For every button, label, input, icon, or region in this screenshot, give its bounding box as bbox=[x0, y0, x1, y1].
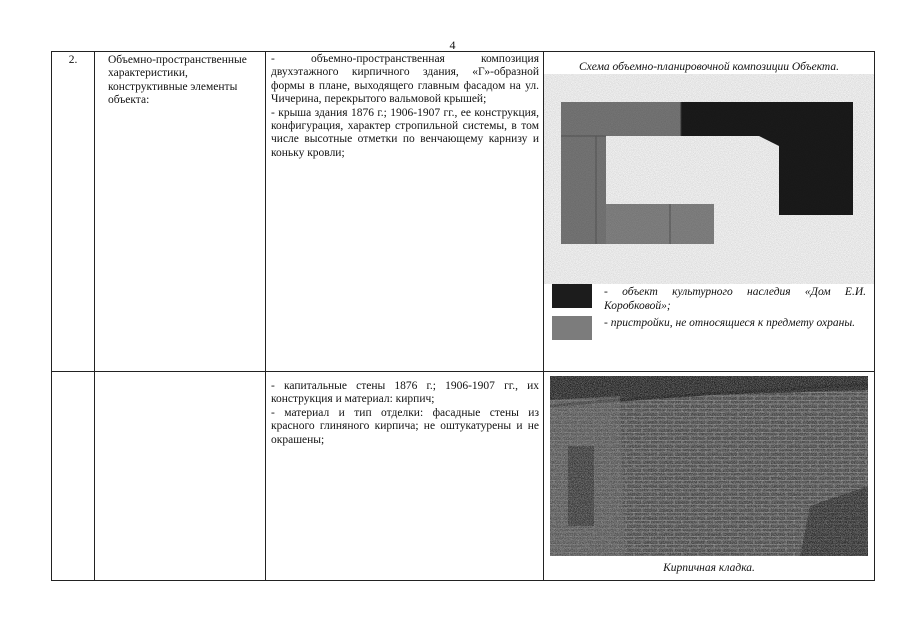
brickwork-photo-wrap bbox=[544, 372, 874, 560]
photo-caption: Кирпичная кладка. bbox=[663, 562, 755, 575]
legend-text-annex: - пристройки, не относящиеся к предмету охраны. bbox=[604, 317, 856, 330]
document-table bbox=[51, 51, 875, 581]
legend-swatch-annex bbox=[552, 316, 592, 340]
table-row bbox=[52, 372, 875, 581]
characteristic-name-cell bbox=[95, 52, 266, 372]
legend-text-heritage: - объект культурного наследия «Дом Е.И. Коробковой»; bbox=[604, 286, 866, 312]
figure-title: Схема объемно-планировочной композиции Объекта. bbox=[578, 61, 839, 73]
row-number-cell bbox=[52, 52, 95, 372]
table-row bbox=[52, 52, 875, 372]
description-paragraph: - материал и тип отделки: фасадные стены из красного глиняного кирпича; не оштукатурены и не окрашены; bbox=[271, 406, 539, 446]
description-paragraph: - крыша здания 1876 г.; 1906-1907 гг., ее конструкция, конфигурация, характер стропильной системы, в том числе высотные отметки по венчающему карнизу и коньку кровли; bbox=[271, 106, 539, 159]
figure-cell bbox=[544, 52, 875, 372]
characteristic-description bbox=[266, 372, 543, 447]
figure-cell bbox=[544, 372, 875, 581]
scheme-legend bbox=[544, 284, 874, 362]
composition-scheme-svg bbox=[544, 74, 874, 284]
characteristic-description bbox=[266, 52, 543, 160]
composition-scheme bbox=[544, 74, 874, 284]
row-number: 2. bbox=[68, 54, 78, 66]
characteristic-name-cell bbox=[95, 372, 266, 581]
characteristic-description-cell bbox=[266, 372, 544, 581]
description-paragraph: - объемно-пространственная композиция двухэтажного кирпичного здания, «Г»-образной формы в плане, выходящего главным фасадом на ул. Чичерина, перекрытого вальмовой крышей; bbox=[271, 53, 539, 106]
row-number-cell bbox=[52, 372, 95, 581]
legend-swatch-heritage bbox=[552, 284, 592, 308]
characteristic-description-cell bbox=[266, 52, 544, 372]
description-paragraph: - капитальные стены 1876 г.; 1906-1907 гг., их конструкция и материал: кирпич; bbox=[271, 380, 539, 406]
brickwork-photo bbox=[550, 376, 868, 556]
characteristic-name: Объемно-пространственные характеристики, конструктивные элементы объекта: bbox=[108, 54, 247, 107]
page-number: 4 bbox=[449, 38, 456, 52]
